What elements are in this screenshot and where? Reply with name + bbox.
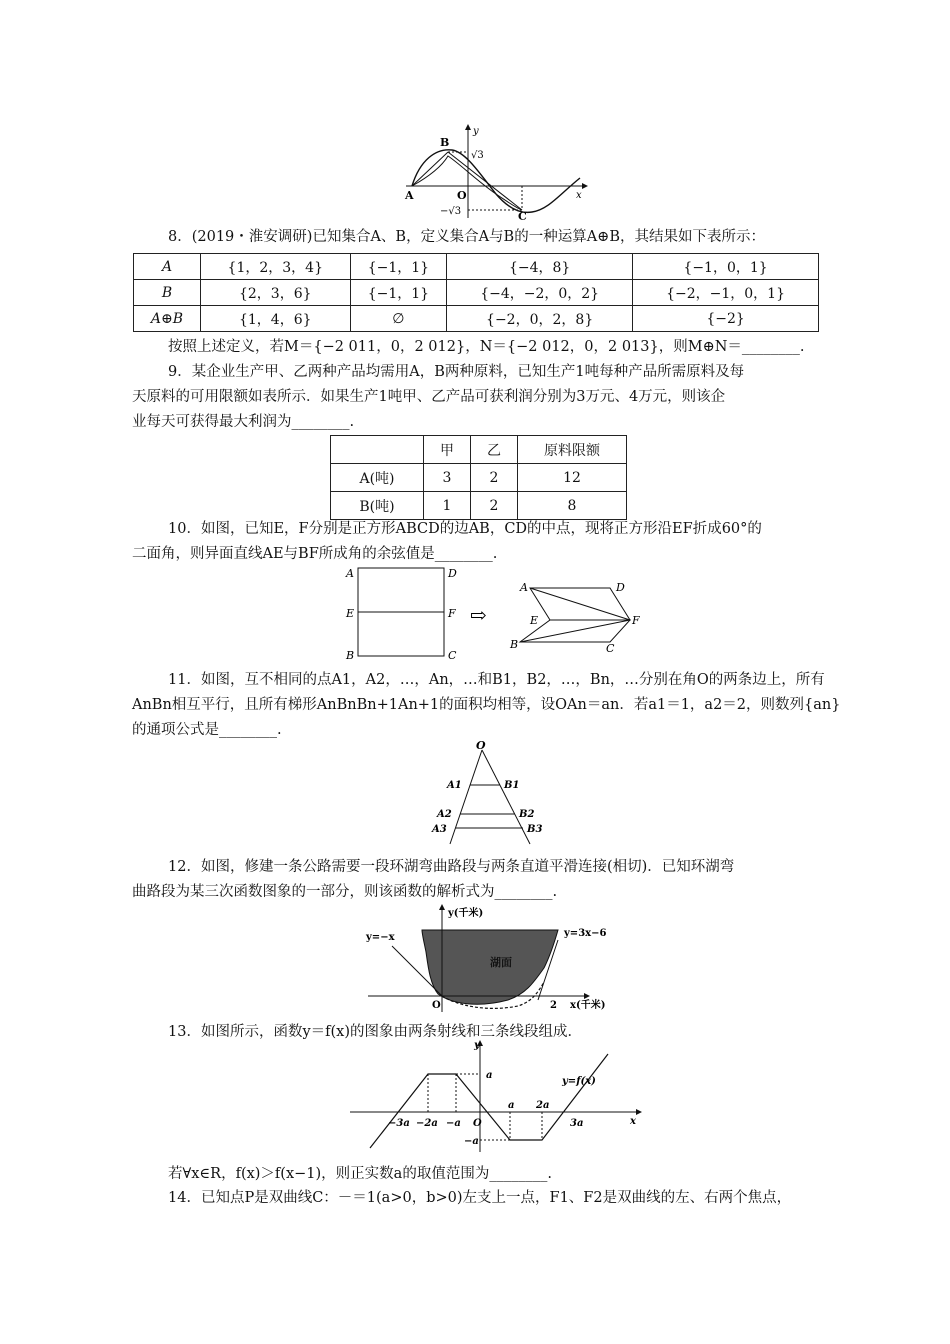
q11-line3: 的通项公式是________. [132, 722, 282, 738]
q12-label-two: 2 [550, 1000, 557, 1011]
table-cell: {−4，−2，0，2} [447, 280, 633, 306]
q7-label-x: x [576, 190, 582, 201]
q12-figure [358, 904, 628, 1016]
q13-tick-a: a [508, 1100, 515, 1111]
table-row [134, 254, 819, 280]
table-cell: {−1，0，1} [633, 254, 819, 280]
q11-label-A2: A2 [437, 809, 452, 820]
table-cell: 12 [518, 464, 627, 492]
arrow-icon: ⇨ [470, 603, 487, 627]
row-header: A [134, 254, 201, 280]
q13-line1: 13．如图所示，函数y＝f(x)的图象由两条射线和三条线段组成． [168, 1024, 582, 1040]
q10-line2: 二面角，则异面直线AE与BF所成角的余弦值是________. [132, 546, 498, 562]
q13-figure [348, 1040, 648, 1156]
table-row [134, 306, 819, 332]
q13-tick-m3a: −3a [388, 1118, 410, 1129]
q10-figure [340, 564, 650, 664]
q7-label-C: C [518, 210, 527, 220]
q11-label-A1: A1 [447, 780, 462, 791]
q10-fold-B: B [510, 638, 519, 651]
q7-label-neg-sqrt3: −√3 [440, 206, 462, 217]
row-header: A⊕B [134, 306, 201, 332]
q11-label-B3: B3 [527, 824, 543, 835]
table-header: 甲 [424, 436, 471, 464]
q8-table [133, 253, 819, 332]
table-cell: {−2} [633, 306, 819, 332]
q10-label-E: E [346, 607, 355, 620]
q10-label-F: F [448, 607, 456, 620]
q11-line1: 11．如图，互不相同的点A1，A2，…，An，…和B1，B2，…，Bn，…分别在角O的两条边上，所有 [168, 672, 825, 688]
q12-label-right-line: y=3x−6 [564, 928, 607, 939]
q10-fold-D: D [616, 581, 625, 594]
table-cell: {1，4，6} [201, 306, 351, 332]
q11-label-B2: B2 [519, 809, 535, 820]
q9-line3: 业每天可获得最大利润为________. [132, 414, 355, 430]
table-row [331, 492, 627, 520]
q13-tick-3a: 3a [570, 1118, 584, 1129]
table-cell: {−1，1} [350, 254, 447, 280]
q7-label-B: B [440, 136, 450, 149]
q7-label-O: O [457, 189, 467, 202]
q13-label-a: a [486, 1070, 493, 1081]
table-cell: 1 [424, 492, 471, 520]
q13-label-fx: y=f(x) [562, 1076, 596, 1087]
q7-label-y: y [473, 126, 479, 137]
q12-label-y-axis: y(千米) [448, 908, 484, 919]
q13-label-neg-a: −a [464, 1136, 479, 1147]
q10-label-B: B [346, 649, 355, 662]
row-header: B [134, 280, 201, 306]
table-header: 原料限额 [518, 436, 627, 464]
q9-line2: 天原料的可用限额如表所示．如果生产1吨甲、乙产品可获利润分别为3万元、4万元，则该企 [132, 389, 726, 405]
q12-line2: 曲路段为某三次函数图象的一部分，则该函数的解析式为________. [132, 884, 558, 900]
table-header [331, 436, 424, 464]
table-row [134, 280, 819, 306]
table-cell: {2，3，6} [201, 280, 351, 306]
q10-line1: 10．如图，已知E，F分别是正方形ABCD的边AB，CD的中点，现将正方形沿EF折成60°的 [168, 521, 762, 537]
q13-line2: 若∀x∈R，f(x)＞f(x−1)，则正实数a的取值范围为________. [168, 1166, 552, 1182]
q10-label-C: C [448, 649, 457, 662]
q13-label-y: y [474, 1040, 480, 1051]
table-cell: 3 [424, 464, 471, 492]
table-cell: 8 [518, 492, 627, 520]
q10-label-D: D [448, 567, 457, 580]
q11-figure [430, 740, 560, 850]
q9-table [330, 435, 627, 520]
q13-label-x: x [630, 1116, 636, 1127]
q12-label-O: O [432, 1000, 441, 1011]
q13-tick-ma: −a [446, 1118, 461, 1129]
q8-after: 按照上述定义，若M＝{−2 011，0，2 012}，N＝{−2 012，0，2 013}，则M⊕N＝________. [168, 339, 805, 355]
q10-fold-C: C [606, 642, 615, 655]
q13-tick-2a: 2a [536, 1100, 550, 1111]
q7-label-sqrt3: √3 [471, 150, 484, 161]
q11-line2: AnBn相互平行，且所有梯形AnBnBn+1An+1的面积均相等，设OAn＝an．若a1＝1，a2＝2，则数列{an} [132, 697, 841, 713]
q8-text: 8．(2019・淮安调研)已知集合A、B，定义集合A与B的一种运算A⊕B，其结果如下表所示： [168, 229, 765, 245]
table-cell: 2 [471, 464, 518, 492]
table-row [331, 464, 627, 492]
table-cell: {−2，−1，0，1} [633, 280, 819, 306]
q10-fold-E: E [530, 614, 539, 627]
table-cell: {−1，1} [350, 280, 447, 306]
q13-label-O: O [473, 1118, 482, 1129]
q9-line1: 9．某企业生产甲、乙两种产品均需用A，B两种原料，已知生产1吨每种产品所需原料及每 [168, 364, 745, 380]
q12-label-left-line: y=−x [366, 932, 395, 943]
q7-figure [400, 122, 590, 220]
table-cell: ∅ [350, 306, 447, 332]
q7-label-A: A [405, 189, 414, 202]
table-row [331, 436, 627, 464]
q11-label-B1: B1 [504, 780, 520, 791]
q13-tick-m2a: −2a [416, 1118, 438, 1129]
q12-line1: 12．如图，修建一条公路需要一段环湖弯曲路段与两条直道平滑连接(相切)．已知环湖弯 [168, 859, 735, 875]
table-cell: A(吨) [331, 464, 424, 492]
q11-label-O: O [476, 740, 486, 752]
q10-label-A: A [346, 567, 354, 580]
table-cell: {−4，8} [447, 254, 633, 280]
q10-fold-F: F [632, 614, 640, 627]
table-cell: B(吨) [331, 492, 424, 520]
q11-label-A3: A3 [432, 824, 447, 835]
table-header: 乙 [471, 436, 518, 464]
table-cell: {−2，0，2，8} [447, 306, 633, 332]
q14-line1: 14．已知点P是双曲线C：－＝1(a>0，b>0)左支上一点，F1、F2是双曲线的左、右两个焦点， [168, 1190, 792, 1206]
table-cell: {1，2，3，4} [201, 254, 351, 280]
q12-label-x-axis: x(千米) [570, 1000, 606, 1011]
table-cell: 2 [471, 492, 518, 520]
q10-fold-A: A [520, 581, 528, 594]
q12-label-lake: 湖面 [490, 956, 512, 969]
